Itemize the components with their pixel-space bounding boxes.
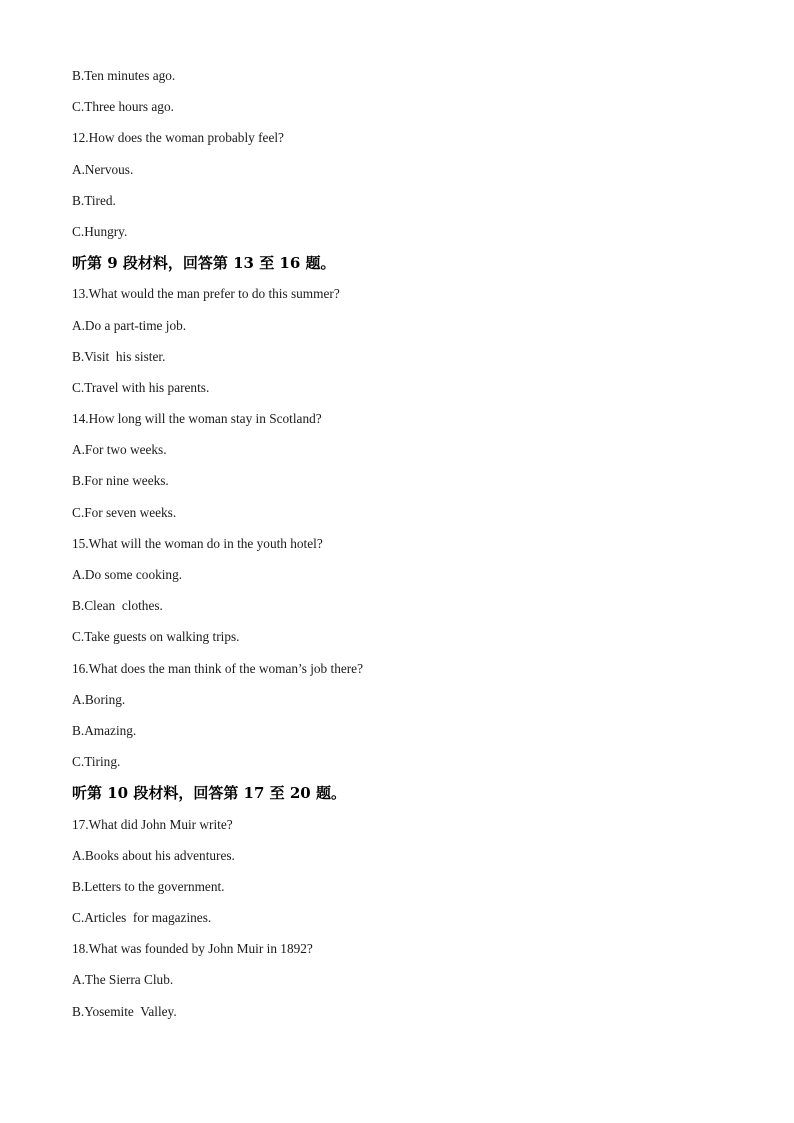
answer-option: B.Ten minutes ago.	[72, 68, 176, 83]
answer-option: A.Books about his adventures.	[72, 847, 235, 863]
question-text: 12.How does the woman probably feel?	[72, 130, 284, 146]
answer-option: A.Boring.	[72, 691, 126, 707]
question-text: 14.How long will the woman stay in Scotland?	[72, 411, 322, 427]
answer-option: B.Yosemite Valley.	[72, 1003, 177, 1019]
answer-option: B.Clean clothes.	[72, 598, 163, 614]
answer-option: B.Amazing.	[72, 722, 137, 738]
answer-option: B.Visit his sister.	[72, 348, 166, 364]
question-text: 16.What does the man think of the woman’s job there?	[72, 660, 363, 676]
answer-option: B.Tired.	[72, 192, 116, 208]
question-text: 15.What will the woman do in the youth hotel?	[72, 535, 323, 551]
answer-option: C.Take guests on walking trips.	[72, 629, 240, 645]
section-heading: 听第 9 段材料，回答第 13 至 16 题。	[72, 254, 336, 273]
answer-option: A.Do a part-time job.	[72, 317, 187, 333]
answer-option: C.Travel with his parents.	[72, 379, 210, 395]
question-text: 18.What was founded by John Muir in 1892?	[72, 941, 313, 957]
page-content	[72, 66, 732, 1033]
answer-option: A.For two weeks.	[72, 442, 167, 458]
question-text: 17.What did John Muir write?	[72, 816, 233, 832]
answer-option: C.For seven weeks.	[72, 504, 177, 520]
answer-option: C.Hungry.	[72, 223, 128, 239]
question-text: 13.What would the man prefer to do this summer?	[72, 286, 340, 302]
answer-option: A.The Sierra Club.	[72, 972, 174, 988]
section-heading: 听第 10 段材料，回答第 17 至 20 题。	[72, 784, 346, 803]
answer-option: C.Tiring.	[72, 754, 121, 770]
answer-option: A.Do some cooking.	[72, 567, 183, 582]
answer-option: B.For nine weeks.	[72, 473, 169, 489]
answer-option: B.Letters to the government.	[72, 878, 225, 894]
answer-option: C.Articles for magazines.	[72, 910, 212, 926]
answer-option: A.Nervous.	[72, 161, 134, 177]
answer-option: C.Three hours ago.	[72, 99, 174, 115]
